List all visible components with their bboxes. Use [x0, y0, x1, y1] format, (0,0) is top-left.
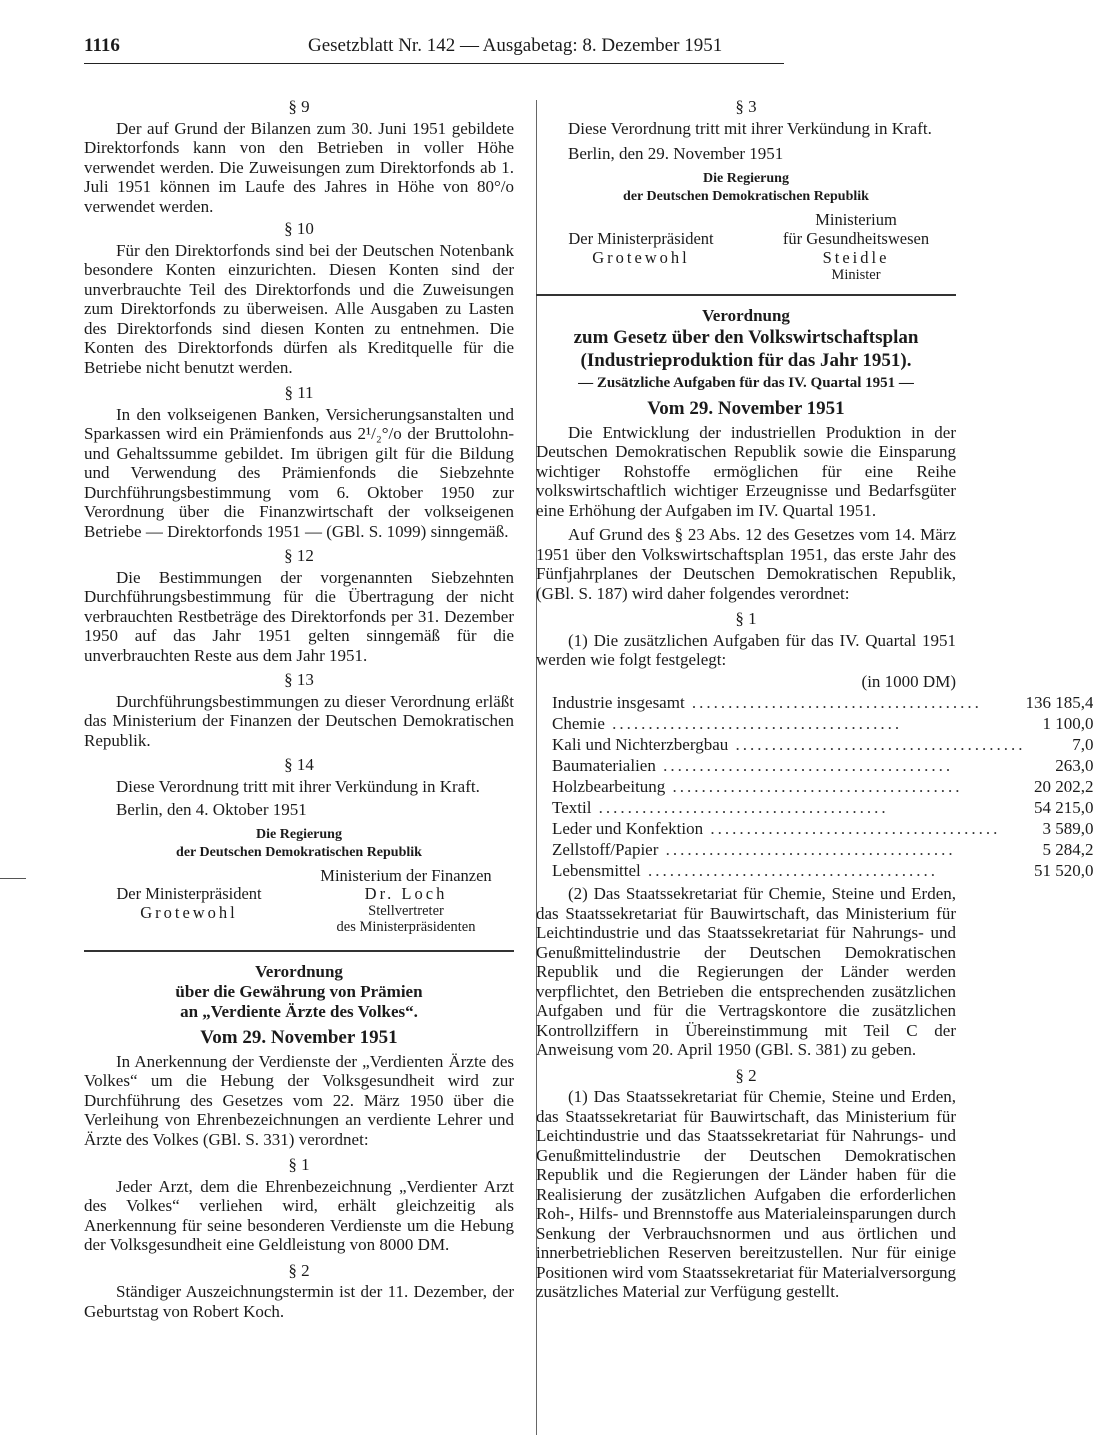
place-date: Berlin, den 29. November 1951 [568, 144, 784, 163]
signer-left-name: Grotewohl [592, 247, 690, 267]
item-label-cell [552, 817, 1025, 838]
section-text: Diese Verordnung tritt mit ihrer Verkündung in Kraft. [568, 118, 932, 138]
section-text: (2) Das Staatssekretariat für Chemie, Steine und Erden, das Staatssekretariat für Bauwirtschaft, das Ministerium für Leichtindustrie und das Staatssekretariat für Nahrungs- und Genußmittelindustrie der Deutschen Demokratischen Republik und die Regierungen der Länder werden verpflichtet, den Betrieben die entsprechenden zusätzlichen Aufgaben und für die Vertragskontore die zusätzlichen Kontrollziffern in Übereinstimmung mit Teil C der Anweisung vom 20. April 1950 (GBl. S. 381) zu geben. [536, 884, 956, 1059]
item-label-cell [552, 754, 1025, 775]
unit-note: (in 1000 DM) [861, 671, 956, 691]
decree-intro: In Anerkennung der Verdienste der „Verdienten Ärzte des Volkes“ um die Hebung der Volksgesundheit wird zur Durchführung des Gesetzes vom 22. März 1950 über die Verleihung von Ehrenbezeichnungen an verdiente Lehrer und Ärzte des Volkes (GBl. S. 331) verordnet: [84, 1051, 514, 1149]
item-value: 263,0 [1055, 755, 1093, 775]
signer-right-role: des Ministerpräsidenten [336, 918, 476, 935]
section-heading: § 1 [735, 609, 757, 628]
leader-dots: ........................................ [728, 734, 1026, 754]
margin-mark [0, 878, 26, 879]
section-text: Jeder Arzt, dem die Ehrenbezeichnung „Verdienter Arzt des Volkes“ verliehen wird, erhält gleichzeitig als Anerkennung für seine besonderen Verdienste um die Hebung der Volksgesundheit eine Geldleistung von 8000 DM. [84, 1176, 514, 1254]
page-number: 1116 [84, 35, 120, 56]
item-label: Baumaterialien [552, 755, 656, 775]
table-row [552, 796, 1093, 817]
item-label-cell [552, 838, 1025, 859]
table-row [552, 733, 1093, 754]
decree-date: Vom 29. November 1951 [200, 1026, 398, 1048]
item-label-cell [552, 796, 1025, 817]
left-column [84, 94, 514, 1321]
table-row [552, 838, 1093, 859]
section-heading: § 3 [735, 97, 757, 116]
item-label-cell [552, 733, 1025, 754]
item-value: 5 284,2 [1042, 839, 1093, 859]
section-text: Durchführungsbestimmungen zu dieser Verordnung erläßt das Ministerium der Finanzen der Deutschen Demokratischen Republik. [84, 691, 514, 750]
section-heading: § 10 [284, 219, 314, 238]
signature-block [84, 866, 514, 946]
section-heading: § 12 [284, 546, 314, 565]
item-label: Lebensmittel [552, 860, 641, 880]
decree-date: Vom 29. November 1951 [647, 397, 845, 419]
decree-intro: Auf Grund des § 23 Abs. 12 des Gesetzes vom 14. März 1951 über den Volkswirtschaftsplan 1951, das erste Jahr des Fünfjahrplanes der Deutschen Demokratischen Republik, (GBl. S. 187) wird daher folgendes verordnet: [536, 525, 956, 603]
decree-title: Verordnung [255, 961, 343, 981]
signer-left-title: Der Ministerpräsident [116, 883, 262, 903]
decree-subtitle: — Zusätzliche Aufgaben für das IV. Quartal 1951 — [578, 374, 914, 391]
government-line: der Deutschen Demokratischen Republik [176, 844, 422, 860]
item-label: Chemie [552, 713, 605, 733]
item-value: 54 215,0 [1033, 797, 1093, 817]
right-column [536, 94, 1093, 1302]
government-line: Die Regierung [256, 826, 342, 842]
section-heading: § 13 [284, 670, 314, 689]
signer-left-title: Der Ministerpräsident [568, 228, 714, 248]
section-text: Ständiger Auszeichnungstermin ist der 11. Dezember, der Geburtstag von Robert Koch. [84, 1282, 514, 1321]
section-text: Der auf Grund der Bilanzen zum 30. Juni 1951 gebildete Direktorfonds kann von den Betrieben in voller Höhe verwendet werden. Die Zuweisungen zum Direktorfonds ab 1. Juli 1951 können im Laufe des Jahres in Höhe von 80°/o verwendet werden. [84, 118, 514, 216]
signer-right-role: Stellvertreter [368, 902, 444, 919]
signer-right-role: Minister [831, 266, 881, 283]
item-value: 136 185,4 [1025, 692, 1093, 712]
section-heading: § 2 [735, 1065, 757, 1085]
item-label: Leder und Konfektion [552, 818, 704, 838]
section-heading: § 14 [284, 755, 314, 774]
item-value: 1 100,0 [1042, 713, 1093, 733]
leader-dots: ........................................ [684, 692, 982, 712]
decree-title: über die Gewährung von Prämien [175, 981, 423, 1001]
section-text: Die Bestimmungen der vorgenannten Siebzehnten Durchführungsbestimmung für die Übertragung der nicht verbrauchten Restbeträge des Direktorfonds per 31. Dezember 1950 auf das Jahr 1951 gelten sinngemäß für die unverbrauchten Reste aus dem Jahr 1951. [84, 567, 514, 665]
item-value: 20 202,2 [1033, 776, 1093, 796]
section-text: (1) Die zusätzlichen Aufgaben für das IV. Quartal 1951 werden wie folgt festgelegt: [536, 630, 956, 669]
item-label-cell [552, 712, 1025, 733]
leader-dots: ........................................ [591, 797, 889, 817]
page-header [84, 33, 784, 64]
leader-dots: ........................................ [640, 860, 939, 880]
table-row [552, 817, 1093, 838]
section-heading: § 1 [288, 1155, 310, 1174]
item-label: Holzbearbeitung [552, 776, 666, 796]
section-text: Für den Direktorfonds sind bei der Deutschen Notenbank besondere Konten einzurichten. Diesen Konten sind der unverbrauchte Teil des Direktorfonds und die Zuweisungen zum Direktorfonds zu überweisen. Alle Ausgaben zu Lasten des Direktorfonds sind diesen Konten zu entnehmen. Die Konten des Direktorfonds dürfen als Kreditquelle für die Betriebe nicht benutzt werden. [84, 240, 514, 377]
decree-title: an „Verdiente Ärzte des Volkes“. [180, 1001, 418, 1021]
place-date: Berlin, den 4. Oktober 1951 [116, 800, 307, 819]
leader-dots: ........................................ [658, 839, 956, 859]
section-heading: § 9 [288, 97, 310, 116]
decree-title: zum Gesetz über den Volkswirtschaftsplan [573, 326, 919, 348]
item-label-cell [552, 775, 1025, 796]
item-value: 51 520,0 [1033, 860, 1093, 880]
leader-dots: ........................................ [604, 713, 903, 733]
leader-dots: ........................................ [665, 776, 963, 796]
item-label: Industrie insgesamt [552, 692, 685, 712]
signer-right-name: Dr. Loch [364, 883, 448, 903]
signer-left-name: Grotewohl [140, 902, 238, 922]
table-row [552, 859, 1093, 880]
item-value: 3 589,0 [1042, 818, 1093, 838]
signer-right-title: Ministerium [815, 209, 897, 229]
leader-dots: ........................................ [703, 818, 1001, 838]
table-row [552, 754, 1093, 775]
government-line: Die Regierung [703, 170, 789, 186]
decree-title: Verordnung [702, 305, 790, 325]
leader-dots: ........................................ [655, 755, 954, 775]
section-divider [84, 950, 514, 952]
signer-right-title: Ministerium der Finanzen [320, 865, 492, 885]
table-row [552, 691, 1093, 712]
item-value: 7,0 [1072, 734, 1093, 754]
section-heading: § 2 [288, 1260, 310, 1280]
signer-right-title: für Gesundheitswesen [782, 228, 930, 248]
section-text: In den volkseigenen Banken, Versicherungsanstalten und Sparkassen wird ein Prämienfonds aus 2¹/₂°/o der Bruttolohn- und Gehaltssumme gebildet. Im übrigen gilt für die Bildung und Verwendung des Prämienfonds die Siebzehnte Durchführungsbestimmung vom 6. Oktober 1950 zur Verordnung über die Finanzwirtschaft der volkseigenen Betriebe — Direktorfonds 1951 — (GBl. S. 1099) sinngemäß. [84, 404, 514, 541]
section-divider [536, 294, 956, 296]
table-row [552, 775, 1093, 796]
item-label: Textil [552, 797, 592, 817]
allocation-table [552, 691, 1093, 880]
decree-intro: Die Entwicklung der industriellen Produktion in der Deutschen Demokratischen Republik sowie die Einsparung wichtiger Rohstoffe ermöglichen für eine Reihe volkswirtschaftlich wichtiger Erzeugnisse und Bedarfsgüter eine Erhöhung der Aufgaben im IV. Quartal 1951. [536, 422, 956, 520]
section-text: Diese Verordnung tritt mit ihrer Verkündung in Kraft. [116, 776, 480, 796]
table-row [552, 712, 1093, 733]
section-text: (1) Das Staatssekretariat für Chemie, Steine und Erden, das Staatssekretariat für Bauwirtschaft, das Ministerium für Leichtindustrie und das Staatssekretariat für Nahrungs- und Genußmittelindustrie der Deutschen Demokratischen Republik und die Regierungen der Länder haben für die Realisierung der zusätzlichen Aufgaben die erforderlichen Roh-, Hilfs- und Brennstoffe aus Materialeinsparungen durch Senkung der Verbrauchsnormen und aus örtlichen und innerbetrieblichen Reserven bereitzustellen. Nur für einige Positionen wird vom Staatssekretariat für Materialversorgung zusätzliches Material zur Verfügung gestellt. [536, 1087, 956, 1301]
item-label-cell [552, 691, 1025, 712]
item-label: Kali und Nichterzbergbau [552, 734, 729, 754]
decree-title: (Industrieproduktion für das Jahr 1951). [580, 349, 912, 371]
signer-right-name: Steidle [822, 247, 890, 267]
government-line: der Deutschen Demokratischen Republik [623, 188, 869, 204]
signature-block [536, 210, 956, 288]
item-label-cell [552, 859, 1025, 880]
section-heading: § 11 [284, 383, 314, 402]
item-label: Zellstoff/Papier [552, 839, 659, 859]
gazette-title: Gesetzblatt Nr. 142 — Ausgabetag: 8. Dezember 1951 [308, 35, 723, 56]
